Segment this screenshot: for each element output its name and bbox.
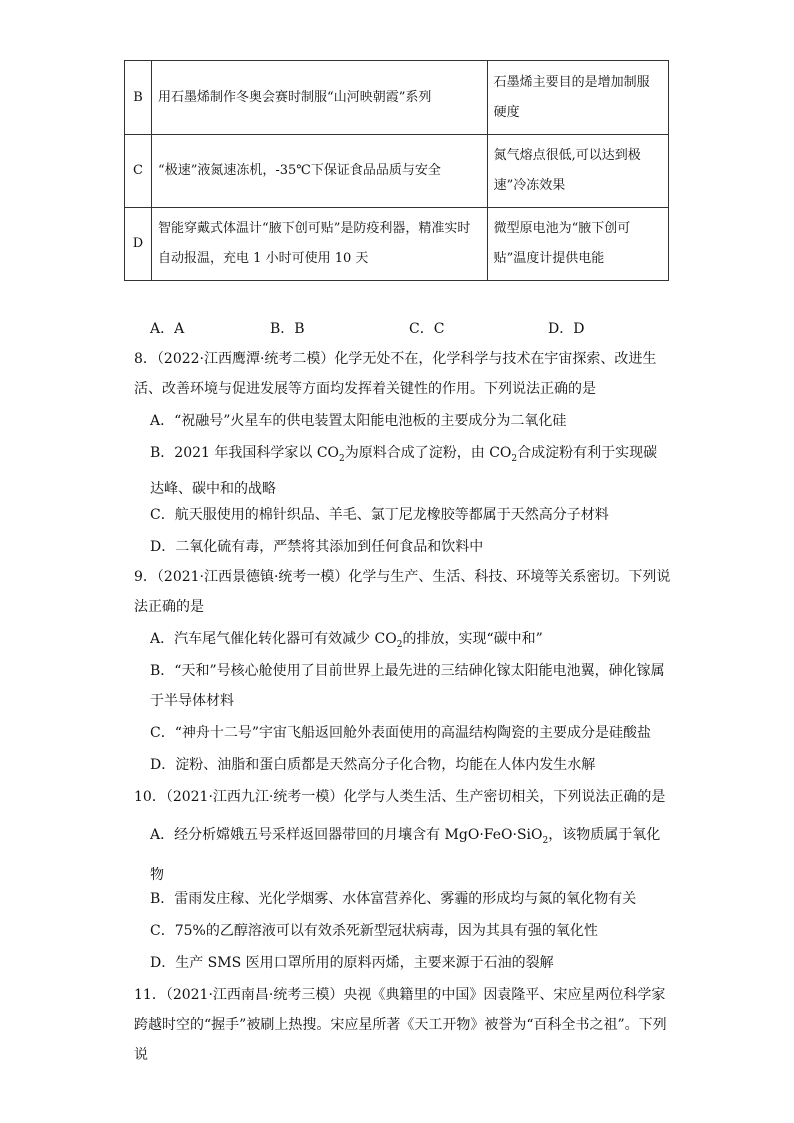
- q9-option-c: C．“神舟十二号”宇宙飞船返回舱外表面使用的高温结构陶瓷的主要成分是硅酸盐: [150, 725, 652, 741]
- row-explanation: 微型原电池为“腋下创可贴”温度计提供电能: [487, 208, 668, 281]
- row-statement: “极速”液氮速冻机，-35℃下保证食品品质与安全: [152, 135, 488, 208]
- row-explanation: 氮气熔点很低,可以达到极速”冷冻效果: [487, 135, 668, 208]
- q8-option-a: A．“祝融号”火星车的供电装置太阳能电池板的主要成分为二氧化硅: [150, 413, 567, 429]
- row-statement: 用石墨烯制作冬奥会赛时制服“山河映朝霞”系列: [152, 61, 488, 135]
- q9-option-b: B．“天和”号核心舱使用了目前世界上最先进的三结砷化镓太阳能电池翼，砷化镓属于半导体材料: [150, 663, 665, 709]
- row-statement: 智能穿戴式体温计“腋下创可贴”是防疫利器，精准实时自动报温，充电 1 小时可使用 10 天: [152, 208, 488, 281]
- q9-option-a: A．汽车尾气催化转化器可有效减少 $CO_2$的排放，实现“碳中和”: [150, 631, 543, 650]
- row-explanation: 石墨烯主要目的是增加制服硬度: [487, 61, 668, 135]
- q10-option-b: B．雷雨发庄稼、光化学烟雾、水体富营养化、雾霾的形成均与氮的氧化物有关: [150, 891, 637, 907]
- question-11-stem: 11．（2021·江西南昌·统考三模）央视《典籍里的中国》因袁隆平、宋应星两位科学家跨越时空的“握手”被刷上热搜。宋应星所著《天工开物》被誉为“百科全书之祖”。下列说: [134, 987, 667, 1063]
- question-8-stem: 8．（2022·江西鹰潭·统考二模）化学无处不在，化学科学与技术在宇宙探索、改进生活、改善环境与促进发展等方面均发挥着关键性的作用。下列说法正确的是: [134, 351, 657, 397]
- q8-option-b: B．2021 年我国科学家以 $CO_2$为原料合成了淀粉，由 $CO_2$合成淀粉有利于实现碳达峰、碳中和的战略: [150, 445, 658, 497]
- q8-option-d: D．二氧化硫有毒，严禁将其添加到任何食品和饮料中: [150, 539, 484, 555]
- question-9-stem: 9．（2021·江西景德镇·统考一模）化学与生产、生活、科技、环境等关系密切。下列说法正确的是: [134, 569, 671, 615]
- options-table: [124, 60, 669, 281]
- table-row: [125, 61, 669, 135]
- question-10-stem: 10．（2021·江西九江·统考一模）化学与人类生活、生产密切相关，下列说法正确的是: [134, 789, 666, 805]
- answer-choice: B．B: [270, 321, 305, 337]
- answer-choice: D．D: [548, 321, 585, 337]
- q8-option-c: C．航天服使用的棉针织品、羊毛、氯丁尼龙橡胶等都属于天然高分子材料: [150, 507, 609, 523]
- q10-option-d: D．生产 SMS 医用口罩所用的原料丙烯，主要来源于石油的裂解: [150, 955, 554, 971]
- table-row: [125, 135, 669, 208]
- q7-answer-choices: [150, 314, 670, 344]
- q9-option-d: D．淀粉、油脂和蛋白质都是天然高分子化合物，均能在人体内发生水解: [150, 757, 596, 773]
- q10-option-c: C．75%的乙醇溶液可以有效杀死新型冠状病毒，因为其具有强的氧化性: [150, 923, 598, 939]
- q10-option-a: A．经分析嫦娥五号采样返回器带回的月壤含有 MgO·FeO·SiO$_2$，该物质属于氧化物: [150, 827, 661, 883]
- answer-choice: C．C: [409, 321, 445, 337]
- row-letter: B: [125, 61, 152, 135]
- answer-choice: A．A: [150, 321, 185, 337]
- row-letter: D: [125, 208, 152, 281]
- row-letter: C: [125, 135, 152, 208]
- table-row: [125, 208, 669, 281]
